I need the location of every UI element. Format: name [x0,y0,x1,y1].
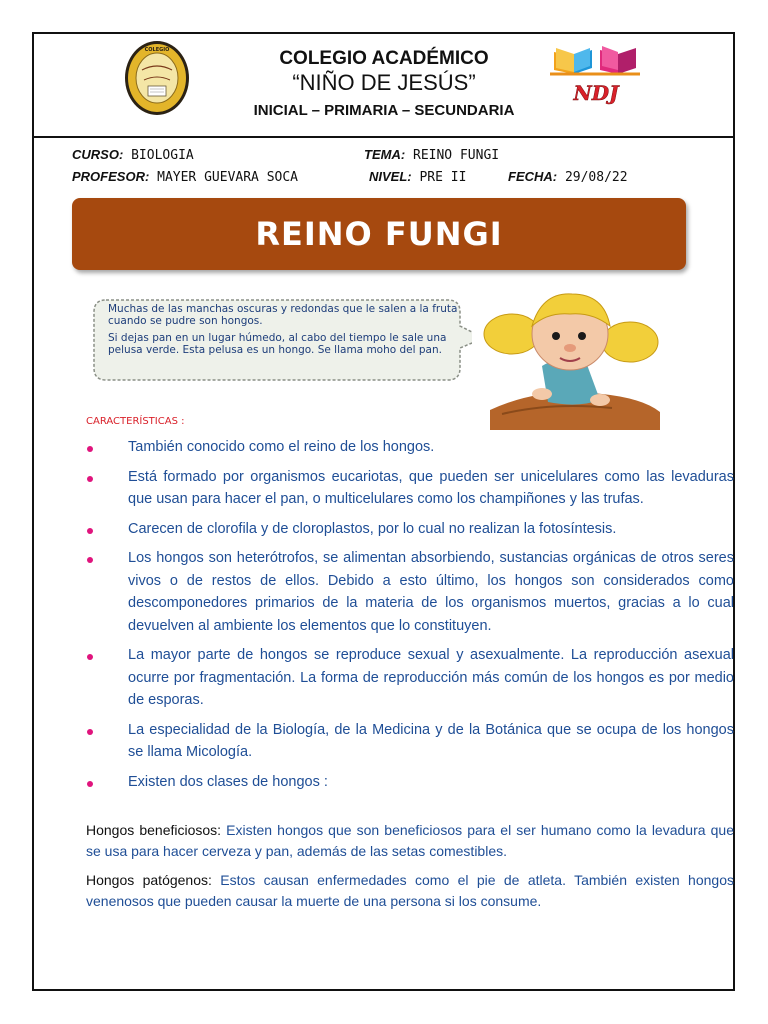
profesor-row [72,169,298,185]
tema-label: TEMA: [364,147,406,162]
patogenos-paragraph [86,870,734,912]
bullet-icon [87,781,93,787]
bubble-paragraph-2: Si dejas pan en un lugar húmedo, al cabo del tiempo le sale una pelusa verde. Esta pelusa es un hongo. Se llama moho del pan. [108,332,447,356]
patogenos-label: Hongos patógenos: [86,872,212,888]
bullet-icon [87,654,93,660]
bullet-icon [87,557,93,563]
caracteristicas-heading: CARACTERÍSTICAS : [86,416,185,427]
bullet-icon [87,476,93,482]
tema-row [364,147,499,163]
beneficiosos-paragraph [86,820,734,862]
girl-illustration [482,282,662,430]
curso-value: BIOLOGIA [131,148,194,163]
characteristics-list [86,436,734,800]
profesor-value: MAYER GUEVARA SOCA [157,170,299,185]
nivel-label: NIVEL: [369,169,412,184]
patogenos-text: Estos causan enfermedades como el pie de atleta. También existen hongos venenosos que pueden causar la muerte de una persona si los consume. [86,872,734,909]
list-item: Existen dos clases de hongos : [86,771,734,794]
bubble-paragraph-1: Muchas de las manchas oscuras y redondas que le salen a la fruta cuando se pudre son hongos. [108,303,458,327]
nivel-value: PRE II [419,170,467,185]
ndj-logo-text: NDJ [573,81,619,105]
seal-text: COLEGIO [144,47,170,53]
list-item: Carecen de clorofila y de cloroplastos, por lo cual no realizan la fotosíntesis. [86,518,734,541]
beneficiosos-text: Existen hongos que son beneficiosos para el ser humano como la levadura que se usa para hacer cerveza y pan, además de las setas comestibles. [86,822,734,859]
school-line1: COLEGIO ACADÉMICO [279,48,489,69]
curso-label: CURSO: [72,147,124,162]
list-item: La mayor parte de hongos se reproduce sexual y asexualmente. La reproducción asexual ocurre por fragmentación. La forma de reproducción más común de los hongos es por medio de esporas. [86,644,734,712]
bullet-icon [87,729,93,735]
school-name: “NIÑO DE JESÚS” [292,70,476,95]
curso-row [72,147,194,163]
fecha-label: FECHA: [508,169,558,184]
ndj-book-logo [544,44,660,108]
list-item: Los hongos son heterótrofos, se alimentan absorbiendo, sustancias orgánicas de otros seres vivos o de restos de ellos. Debido a esto último, los hongos son considerados como descomponedores primarios de la materia de los organismos muertos, gracias a lo cual devuelven al ambiente los elementos que lo constituyen. [86,547,734,637]
profesor-label: PROFESOR: [72,169,150,184]
title-banner [72,198,686,270]
nivel-row [369,169,466,185]
list-item: También conocido como el reino de los hongos. [86,436,734,459]
bullet-icon [87,528,93,534]
school-levels: INICIAL – PRIMARIA – SECUNDARIA [253,102,515,119]
bubble-text [108,304,458,362]
beneficiosos-label: Hongos beneficiosos: [86,822,222,838]
list-item: La especialidad de la Biología, de la Medicina y de la Botánica que se ocupa de los hongos se llama Micología. [86,719,734,764]
tema-value: REINO FUNGI [413,148,500,163]
bullet-icon [87,446,93,452]
fecha-value: 29/08/22 [564,170,628,185]
list-item: Está formado por organismos eucariotas, que pueden ser unicelulares como las levaduras que usan para hacer el pan, o multicelulares como los champiñones y las trufas. [86,466,734,511]
fecha-row [508,169,628,185]
banner-title: REINO FUNGI [255,215,503,253]
